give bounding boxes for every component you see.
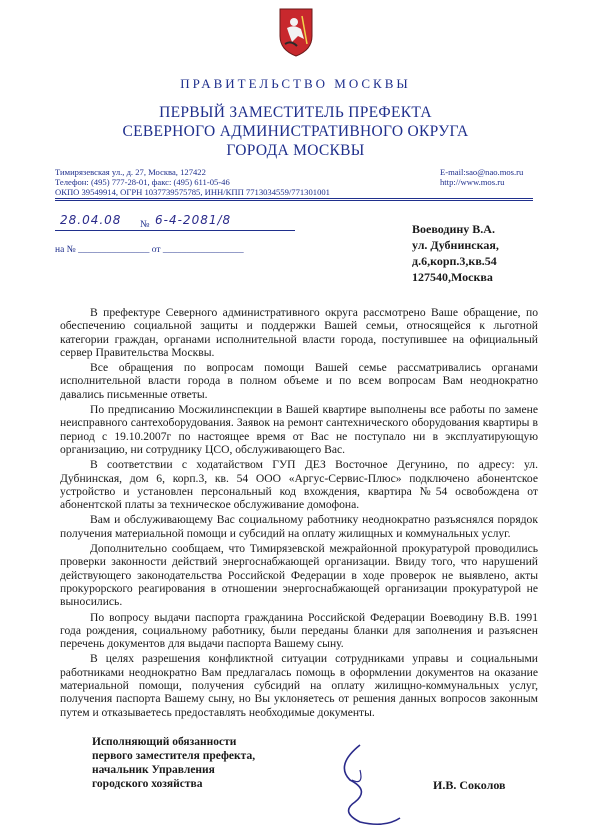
handwritten-signature-icon — [330, 740, 420, 830]
codes-line: ОКПО 39549914, ОГРН 1037739575785, ИНН/КПП 7713034559/771301001 — [55, 187, 330, 197]
header-divider — [55, 198, 533, 199]
government-title: ПРАВИТЕЛЬСТВО МОСКВЫ — [180, 76, 411, 91]
paragraph: По предписанию Мосжилинспекции в Вашей квартире выполнены все работы по замене неисправного сантехоборудования. Заявок на ремонт сантехнического оборудования квартиры в период с 19.10.2007г по настоящее время от Вас не поступало ни в эксплуатирующую организацию, ни сотруднику ЦСО, обслуживающего Вас. — [60, 403, 538, 456]
addressee-city: 127540,Москва — [412, 270, 493, 284]
paragraph: Все обращения по вопросам помощи Вашей семье рассматривались органами исполнительной власти города в полном объеме и по всем вопросам Вам неоднократно давались письменные ответы. — [60, 361, 538, 401]
header-divider-2 — [55, 200, 533, 201]
header-line-3: ГОРОДА МОСКВЫ — [226, 142, 365, 159]
signatory-title — [92, 735, 255, 791]
address-line: Тимирязевская ул., д. 27, Москва, 127422 — [55, 167, 206, 177]
web-link[interactable]: http://www.mos.ru — [440, 177, 505, 187]
addressee-street: ул. Дубнинская, — [412, 238, 499, 252]
number-label: № — [140, 219, 150, 230]
handwritten-date: 28.04.08 — [60, 213, 122, 227]
paragraph: В префектуре Северного административного округа рассмотрено Ваше обращение, по обеспечению социальной защиты и поддержки Вашей семьи, относящейся к льготной категории граждан, органами исполнительной власти города, поступившее на официальный сервер Правительства Москвы. — [60, 306, 538, 359]
addressee-name: Воеводину В.А. — [412, 222, 495, 236]
header-line-2: СЕВЕРНОГО АДМИНИСТРАТИВНОГО ОКРУГА — [122, 123, 469, 140]
signatory-title-line: Исполняющий обязанности — [92, 736, 237, 748]
moscow-coat-of-arms-icon — [277, 6, 315, 58]
paragraph: Вам и обслуживающему Вас социальному работнику неоднократно разъяснялся порядок получения материальной помощи и субсидий на оплату жилищных и коммунальных услуг. — [60, 513, 538, 540]
email-link[interactable]: E-mail:sao@nao.mos.ru — [440, 167, 524, 177]
header-line-1: ПЕРВЫЙ ЗАМЕСТИТЕЛЬ ПРЕФЕКТА — [159, 104, 432, 121]
signatory-title-line: начальник Управления — [92, 764, 215, 776]
paragraph: В соответствии с ходатайством ГУП ДЕЗ Восточное Дегунино, по адресу: ул. Дубнинская, дом 6, корп.3, кв. 54 ООО «Аргус-Сервис-Плюс» подключено абонентское устройство и установлен персональный код вхождения, квартира №54 освобождена от абонентской платы за техническое обслуживание домофона. — [60, 458, 538, 512]
addressee-block — [412, 221, 499, 285]
paragraph: Дополнительно сообщаем, что Тимирязевской межрайонной прокуратурой проводились проверки законности действий энергоснабжающей организации. Ввиду того, что нарушений действующего законодательства Российской Федерации в ходе проверок не выявлено, акты прокурорского реагирования в отношении энергоснабжающей организации прокуратурой не выносились. — [60, 542, 538, 609]
phone-line: Телефон: (495) 777-28-01, факс: (495) 611-05-46 — [55, 177, 230, 187]
contact-right — [440, 167, 523, 187]
signatory-name: И.В. Соколов — [433, 778, 506, 792]
addressee-house: д.6,корп.3,кв.54 — [412, 254, 497, 268]
signatory-title-line: первого заместителя префекта, — [92, 750, 256, 762]
reference-line: на № _______________ от _________________ — [55, 245, 244, 255]
letter-body — [60, 306, 538, 721]
signatory-title-line: городского хозяйства — [92, 778, 203, 790]
contact-left — [55, 167, 330, 197]
paragraph: В целях разрешения конфликтной ситуации сотрудниками управы и социальными работниками неоднократно Вам предлагалась помощь в оформлении документов на оказание материальной помощи, получения субсидий на оплату жилищно-коммунальных услуг, получения паспорта Вашему сыну, но Вы уклоняетесь от решения данных вопросов законным путем и отказываетесь предоставлять необходимые документы. — [60, 652, 538, 719]
handwritten-number: 6-4-2081/8 — [155, 213, 232, 227]
paragraph: По вопросу выдачи паспорта гражданина Российской Федерации Воеводину В.В. 1991 года рождения, социальному работнику, были переданы бланки для заполнения и разъяснен перечень документов для выдачи паспорта Вашему сыну. — [60, 610, 538, 651]
